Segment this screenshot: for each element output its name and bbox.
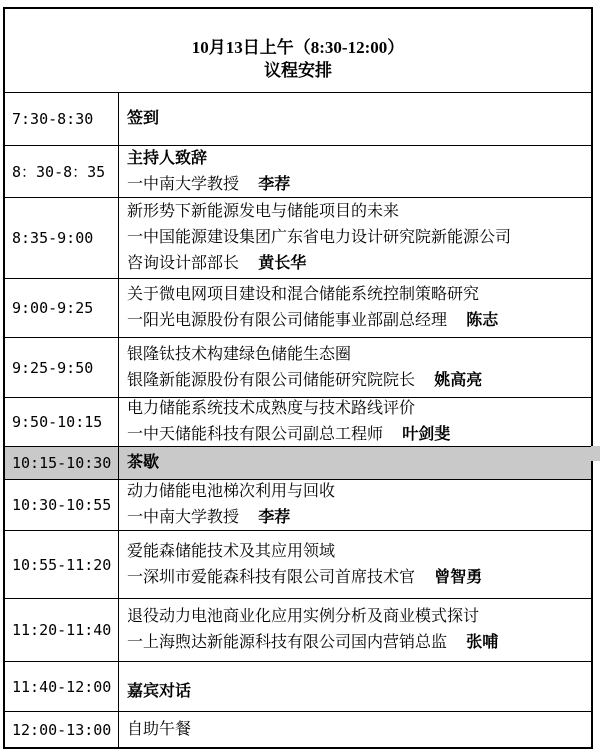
session-line xyxy=(127,106,585,132)
agenda-rows xyxy=(5,92,591,747)
speaker-name: 李荐 xyxy=(258,175,291,193)
session-text: 一中南大学教授 xyxy=(127,175,240,193)
time-cell: 9:00-9:25 xyxy=(5,279,119,337)
agenda-table xyxy=(3,7,593,749)
session-text: 主持人致辞 xyxy=(127,149,208,167)
session-cell xyxy=(119,712,591,747)
session-line xyxy=(127,630,585,656)
time-cell: 8：30-8：35 xyxy=(5,146,119,197)
agenda-row xyxy=(5,711,591,747)
session-text: 一中天储能科技有限公司副总工程师 xyxy=(127,426,384,443)
session-line xyxy=(127,679,585,705)
session-line xyxy=(127,479,585,505)
session-cell xyxy=(119,599,591,661)
agenda-row xyxy=(5,145,591,197)
speaker-name: 叶剑斐 xyxy=(402,426,451,443)
agenda-row xyxy=(5,92,591,145)
time-cell: 9:25-9:50 xyxy=(5,338,119,397)
session-cell xyxy=(119,279,591,337)
session-line xyxy=(127,604,585,630)
time-cell: 10:30-10:55 xyxy=(5,480,119,530)
session-text: 银隆钛技术构建绿色储能生态圈 xyxy=(127,345,352,363)
session-line xyxy=(127,717,585,743)
time-cell: 12:00-13:00 xyxy=(5,712,119,747)
agenda-row xyxy=(5,661,591,711)
session-line xyxy=(127,251,585,277)
session-cell xyxy=(119,198,591,278)
agenda-row xyxy=(5,397,591,446)
speaker-name: 黄长华 xyxy=(258,255,307,272)
agenda-row xyxy=(5,197,591,278)
agenda-row xyxy=(5,598,591,661)
session-line xyxy=(127,422,585,448)
session-line xyxy=(127,199,585,225)
session-line xyxy=(127,368,585,394)
session-line xyxy=(127,539,585,565)
session-text: 茶歇 xyxy=(127,454,160,471)
time-cell: 9:50-10:15 xyxy=(5,398,119,446)
session-cell xyxy=(119,146,591,197)
session-line xyxy=(127,396,585,422)
session-text: 动力储能电池梯次利用与回收 xyxy=(127,483,336,500)
time-cell: 11:40-12:00 xyxy=(5,662,119,711)
agenda-row xyxy=(5,479,591,530)
session-cell xyxy=(119,662,591,711)
speaker-name: 姚高亮 xyxy=(434,371,483,389)
speaker-name: 张哺 xyxy=(466,634,499,651)
agenda-row-tea-break xyxy=(5,446,591,479)
session-cell xyxy=(119,93,591,145)
header-title-line1: 10月13日上午（8:30-12:00） xyxy=(191,37,405,57)
session-text: 银隆新能源股份有限公司储能研究院院长 xyxy=(127,371,416,389)
session-text: 一中南大学教授 xyxy=(127,509,240,526)
session-line xyxy=(127,225,585,251)
session-text: 签到 xyxy=(127,110,160,127)
session-cell xyxy=(119,398,591,446)
session-text: 新形势下新能源发电与储能项目的未来 xyxy=(127,203,400,220)
session-text: 一深圳市爱能森科技有限公司首席技术官 xyxy=(127,568,416,586)
header-title-line2: 议程安排 xyxy=(264,60,332,80)
time-cell: 8:35-9:00 xyxy=(5,198,119,278)
session-text: 爱能森储能技术及其应用领域 xyxy=(127,542,336,560)
speaker-name: 陈志 xyxy=(466,312,499,329)
session-text: 一中国能源建设集团广东省电力设计研究院新能源公司 xyxy=(127,229,512,246)
session-cell xyxy=(119,447,591,479)
agenda-row xyxy=(5,337,591,397)
session-text: 退役动力电池商业化应用实例分析及商业模式探讨 xyxy=(127,608,480,625)
session-text: 电力储能系统技术成熟度与技术路线评价 xyxy=(127,400,416,417)
time-cell: 11:20-11:40 xyxy=(5,599,119,661)
session-line xyxy=(127,450,585,476)
session-text: 咨询设计部部长 xyxy=(127,255,240,272)
session-cell xyxy=(119,338,591,397)
time-cell: 10:15-10:30 xyxy=(5,447,119,479)
session-text: 一阳光电源股份有限公司储能事业部副总经理 xyxy=(127,312,448,329)
session-cell xyxy=(119,480,591,530)
tea-break-highlight-overhang xyxy=(591,446,600,461)
agenda-row xyxy=(5,530,591,598)
session-text: 关于微电网项目建设和混合储能系统控制策略研究 xyxy=(127,286,480,303)
session-text: 嘉宾对话 xyxy=(127,683,192,700)
time-cell: 7:30-8:30 xyxy=(5,93,119,145)
session-text: 自助午餐 xyxy=(127,720,192,738)
session-text: 一上海煦达新能源科技有限公司国内营销总监 xyxy=(127,634,448,651)
session-line xyxy=(127,308,585,334)
session-line xyxy=(127,565,585,591)
agenda-row xyxy=(5,278,591,337)
table-header xyxy=(5,9,591,92)
time-cell: 10:55-11:20 xyxy=(5,531,119,598)
session-line xyxy=(127,172,585,198)
speaker-name: 李荐 xyxy=(258,509,291,526)
session-line xyxy=(127,282,585,308)
speaker-name: 曾智勇 xyxy=(434,568,483,586)
session-cell xyxy=(119,531,591,598)
session-line xyxy=(127,146,585,172)
session-line xyxy=(127,505,585,531)
session-line xyxy=(127,342,585,368)
